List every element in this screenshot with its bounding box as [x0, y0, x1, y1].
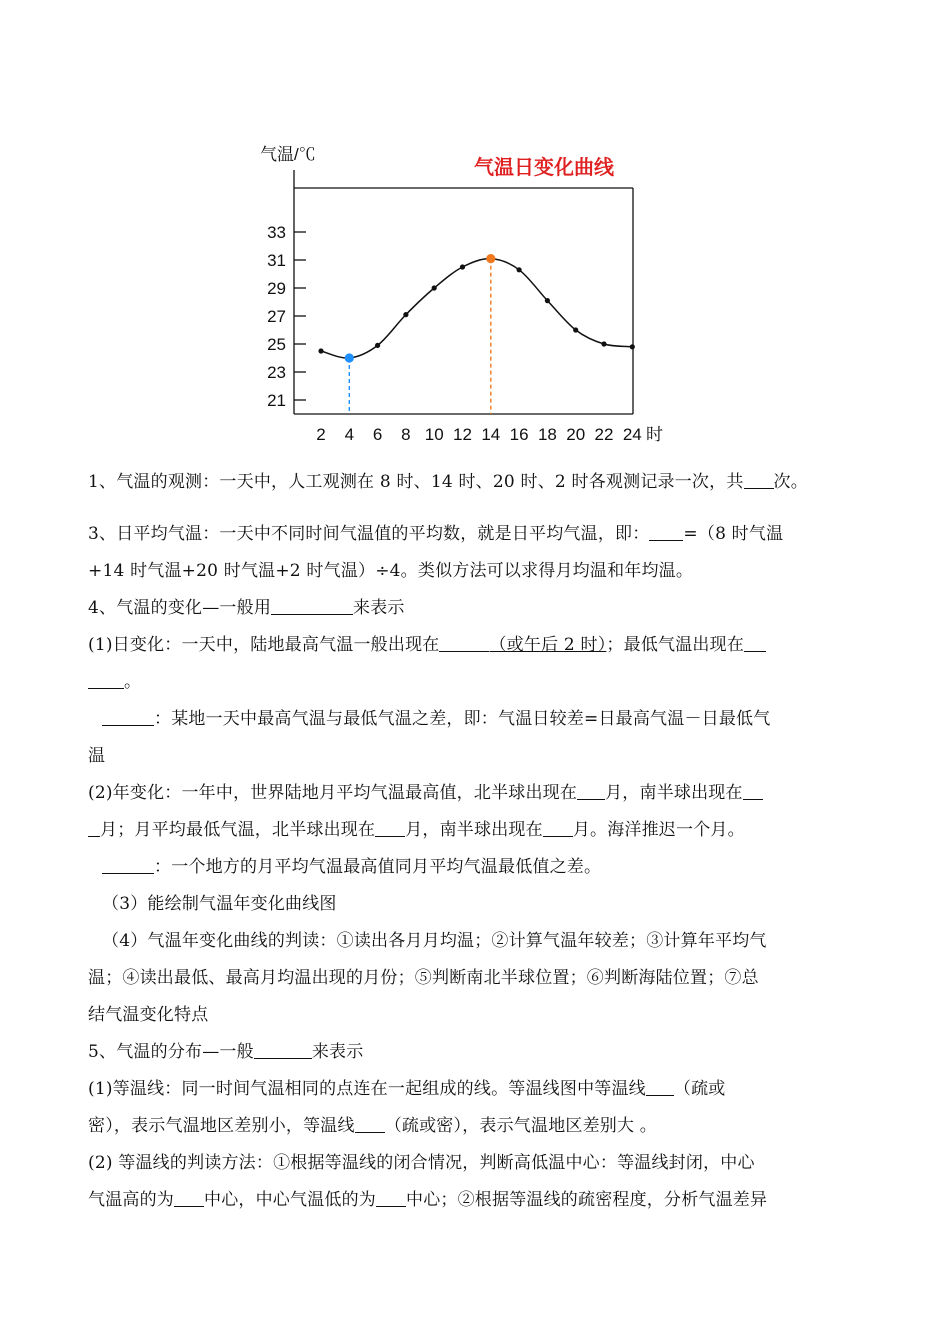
south-min-text: 月，南半球出现在 [405, 820, 543, 840]
y-tick-label: 21 [267, 391, 286, 410]
text-line-19: (2) 等温线的判读方法：①根据等温线的闭合情况，判断高低温中心：等温线封闭，中心 [88, 1153, 755, 1173]
text-line-11 [88, 849, 878, 886]
daily-mean-text: 3、日平均气温：一天中不同时间气温值的平均数，就是日平均气温，即： [88, 524, 650, 544]
daily-mean-formula: =（8 时气温 [683, 524, 784, 544]
data-point [601, 341, 606, 346]
text-line-1 [88, 464, 878, 501]
y-tick-label: 33 [267, 223, 286, 242]
data-point [545, 298, 550, 303]
y-tick-label: 25 [267, 335, 286, 354]
text-line-10 [88, 812, 878, 849]
text-line-3: +14 时气温+20 时气温+2 时气温）÷4。类似方法可以求得月均温和年均温。 [88, 561, 694, 581]
text-line-14: 温；④读出最低、最高月均温出现的月份；⑤判断南北半球位置；⑥判断海陆位置；⑦总 [88, 968, 759, 988]
blank-daily-mean[interactable] [649, 522, 683, 541]
y-tick-label: 29 [267, 279, 286, 298]
x-tick-label: 12 [453, 425, 472, 444]
blank-low-center[interactable] [376, 1188, 406, 1207]
x-tick-label: 8 [401, 425, 411, 444]
blank-high-center[interactable] [174, 1188, 204, 1207]
x-tick-label: 2 [316, 425, 326, 444]
blank-min-time-a[interactable] [744, 633, 766, 652]
x-tick-label: 24 [622, 425, 642, 444]
x-unit-label: 时 [646, 425, 663, 444]
isotherm-text-3: （疏或密），表示气温地区差别大 。 [384, 1116, 658, 1136]
text-line-16 [88, 1034, 878, 1071]
annual-range-text: ：一个地方的月平均气温最高值同月平均气温最低值之差。 [154, 857, 602, 877]
text-line-17 [88, 1071, 878, 1108]
blank-south-min-month[interactable] [543, 818, 573, 837]
y-axis-label: 气温/℃ [260, 145, 316, 164]
text-line-4 [88, 590, 878, 627]
y-tick-label: 31 [267, 251, 286, 270]
blank-south-max-month-a[interactable] [743, 781, 763, 800]
annual-change-text: (2)年变化：一年中，世界陆地月平均气温最高值，北半球出现在 [88, 783, 578, 803]
y-tick-label: 23 [267, 363, 286, 382]
text-line-18 [88, 1108, 878, 1145]
x-tick-label: 18 [537, 425, 557, 444]
x-tick-label: 6 [372, 425, 383, 444]
x-tick-label: 22 [594, 425, 614, 444]
x-tick-label: 14 [481, 425, 501, 444]
text-line-2 [88, 516, 878, 553]
text-line-13: （4）气温年变化曲线的判读：①读出各月月均温；②计算气温年较差；③计算年平均气 [102, 931, 767, 951]
blank-north-max-month[interactable] [577, 781, 605, 800]
chart-title: 气温日变化曲线 [474, 157, 614, 179]
data-point [375, 343, 380, 348]
distribution-text: 5、气温的分布—一般 [88, 1042, 254, 1062]
data-point [403, 312, 408, 317]
blank-north-min-month[interactable] [375, 818, 405, 837]
afternoon-note: （或午后 2 时） [489, 635, 607, 655]
blank-min-time-b[interactable] [88, 670, 124, 689]
text-line-6 [88, 664, 878, 701]
daily-change-text: (1)日变化：一天中，陆地最高气温一般出现在 [88, 635, 440, 655]
ocean-delay-text: 月。海洋推迟一个月。 [572, 820, 745, 840]
daily-range-text: ：某地一天中最高气温与最低气温之差，即：气温日较差=日最高气温－日最低气 [154, 709, 771, 729]
text-line-9 [88, 775, 878, 812]
data-point [318, 348, 323, 353]
center-high-text: 气温高的为 [88, 1190, 174, 1210]
text-line-20 [88, 1182, 878, 1219]
text-line-15: 结气温变化特点 [88, 1005, 209, 1025]
temperature-daily-chart [240, 132, 680, 452]
data-point [517, 267, 522, 272]
distribution-text-end: 来表示 [311, 1042, 364, 1062]
observation-text: 1、气温的观测：一天中，人工观测在 8 时、14 时、20 时、2 时各观测记录一次，共 [88, 472, 744, 492]
data-point [432, 285, 437, 290]
text-line-8: 温 [88, 746, 106, 766]
observation-text-end: 次。 [773, 472, 808, 492]
period: 。 [124, 672, 142, 692]
blank-daily-range[interactable] [102, 707, 154, 726]
max-temperature-point [486, 254, 495, 263]
data-point [573, 327, 578, 332]
blank-distribution-method[interactable] [254, 1040, 312, 1059]
south-max-text: 月，南半球出现在 [605, 783, 743, 803]
density-text: 中心；②根据等温线的疏密程度，分析气温差异 [406, 1190, 768, 1210]
y-tick-label: 27 [267, 307, 286, 326]
center-low-text: 中心，中心气温低的为 [204, 1190, 376, 1210]
x-tick-label: 20 [566, 425, 586, 444]
blank-annual-range[interactable] [102, 855, 154, 874]
text-line-7 [88, 701, 878, 738]
blank-isotherm-dense[interactable] [355, 1114, 385, 1133]
blank-max-time[interactable] [439, 633, 489, 652]
blank-isotherm-sparse[interactable] [646, 1077, 674, 1096]
x-tick-label: 16 [509, 425, 529, 444]
data-point [630, 344, 635, 349]
min-temperature-point [345, 353, 354, 362]
isotherm-text: (1)等温线：同一时间气温相同的点连在一起组成的线。等温线图中等温线 [88, 1079, 646, 1099]
isotherm-text-2: 密），表示气温地区差别小，等温线 [88, 1116, 355, 1136]
text-line-12: （3）能绘制气温年变化曲线图 [102, 894, 337, 914]
temperature-curve [321, 259, 632, 359]
variation-text: 4、气温的变化—一般用 [88, 598, 272, 618]
data-point [460, 264, 465, 269]
annual-min-text: 月；月平均最低气温，北半球出现在 [100, 820, 376, 840]
blank-variation-method[interactable] [271, 596, 353, 615]
blank-observation-count[interactable] [744, 470, 774, 489]
text-line-5 [88, 627, 878, 664]
x-tick-label: 10 [424, 425, 444, 444]
min-time-text: ；最低气温出现在 [606, 635, 745, 655]
blank-south-max-month-b[interactable] [88, 818, 100, 837]
x-tick-label: 4 [344, 425, 355, 444]
variation-text-end: 来表示 [353, 598, 405, 618]
isotherm-choice: （疏或 [673, 1079, 726, 1099]
